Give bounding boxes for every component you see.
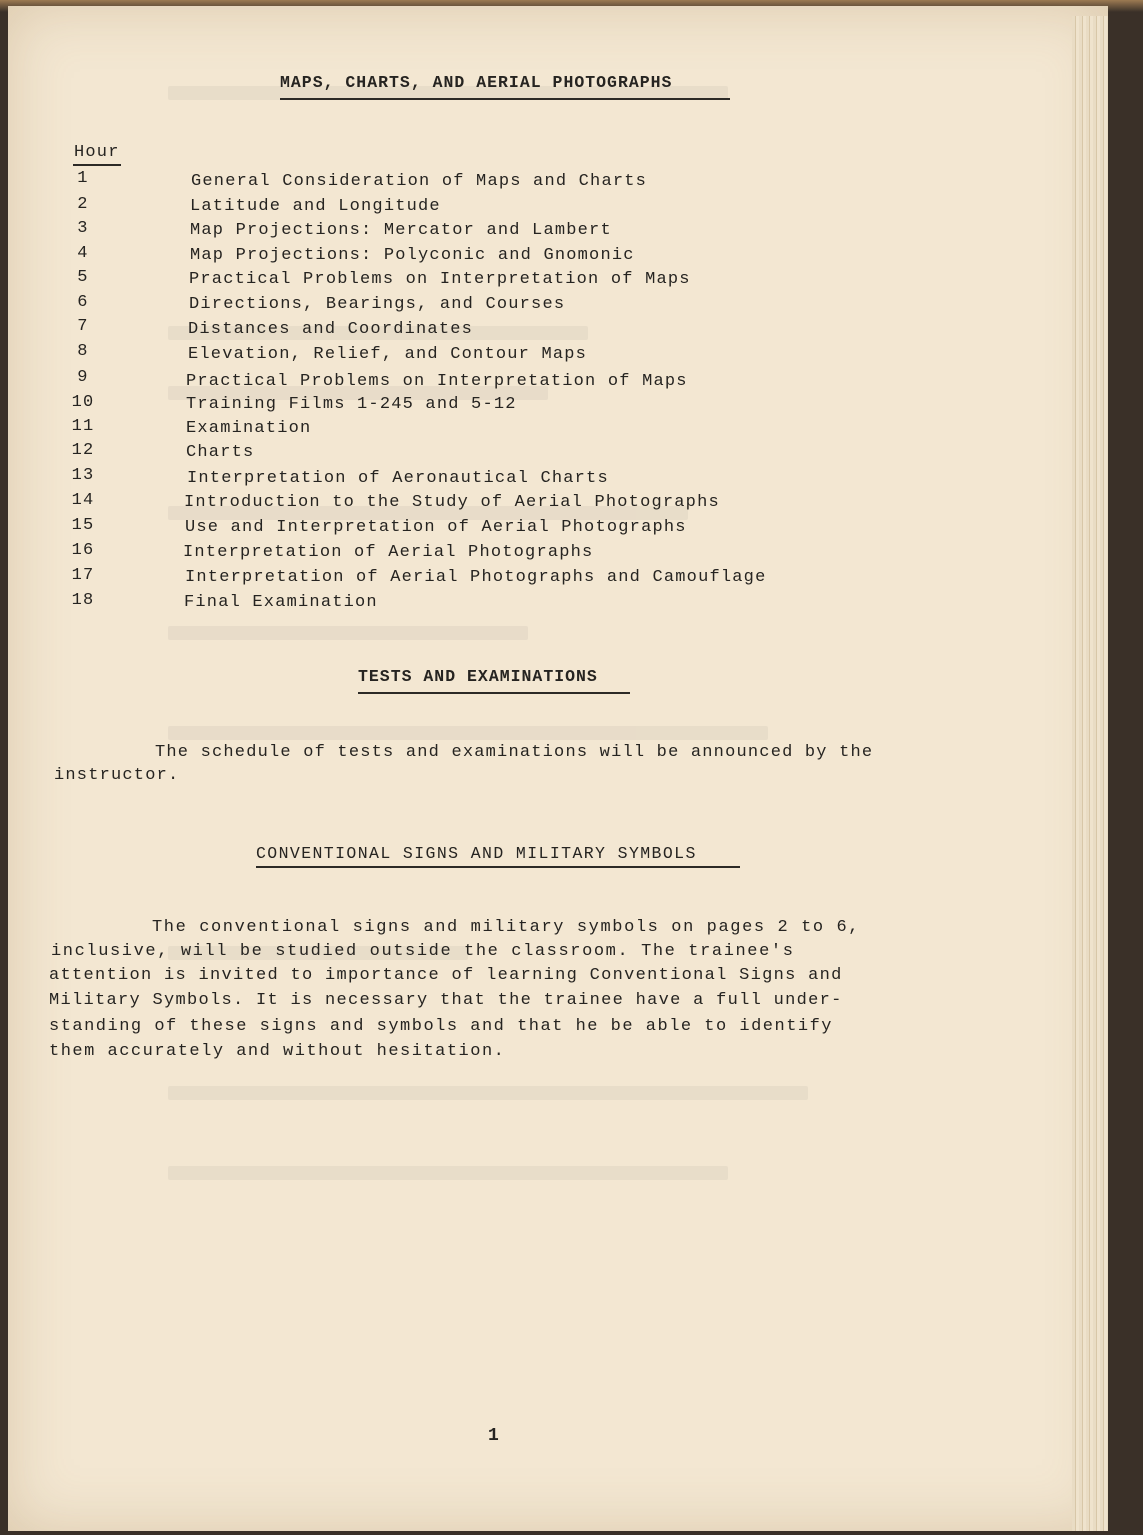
hour-number: 16 xyxy=(71,541,95,560)
tests-heading-underline xyxy=(358,692,630,694)
conventional-heading: CONVENTIONAL SIGNS AND MILITARY SYMBOLS xyxy=(256,844,697,863)
hour-number: 14 xyxy=(71,491,95,510)
hour-number: 7 xyxy=(77,317,89,336)
conventional-paragraph-line: them accurately and without hesitation. xyxy=(49,1042,506,1061)
hour-number: 1 xyxy=(77,169,89,188)
topic-title: Introduction to the Study of Aerial Photographs xyxy=(184,493,720,512)
topic-title: General Consideration of Maps and Charts xyxy=(191,172,648,191)
topic-title: Practical Problems on Interpretation of Maps xyxy=(186,372,688,391)
hour-number: 18 xyxy=(71,591,95,610)
topic-title: Practical Problems on Interpretation of Maps xyxy=(189,270,691,289)
topic-title: Final Examination xyxy=(184,593,378,612)
hour-column-header: Hour xyxy=(74,143,120,162)
hour-number: 12 xyxy=(71,441,95,460)
page-stack-edge xyxy=(1072,16,1108,1531)
conventional-paragraph-line: standing of these signs and symbols and that he be able to identify xyxy=(49,1017,834,1036)
hour-number: 15 xyxy=(71,516,95,535)
hour-header-underline xyxy=(73,164,121,166)
conventional-paragraph-line: inclusive, will be studied outside the classroom. The trainee's xyxy=(51,942,795,961)
hour-number: 9 xyxy=(77,368,89,387)
topic-title: Map Projections: Polyconic and Gnomonic xyxy=(190,246,635,265)
topic-title: Charts xyxy=(186,443,255,462)
hour-number: 2 xyxy=(77,195,89,214)
hour-number: 3 xyxy=(77,219,89,238)
hour-number: 6 xyxy=(77,293,89,312)
topic-title: Training Films 1-245 and 5-12 xyxy=(186,395,517,414)
tests-heading: TESTS AND EXAMINATIONS xyxy=(358,667,598,686)
document-page xyxy=(8,6,1108,1531)
hour-number: 17 xyxy=(71,566,95,585)
page-number: 1 xyxy=(488,1426,501,1446)
hour-number: 11 xyxy=(71,417,95,436)
topic-title: Interpretation of Aeronautical Charts xyxy=(187,469,609,488)
topic-title: Map Projections: Mercator and Lambert xyxy=(190,221,612,240)
conventional-heading-underline xyxy=(256,866,740,868)
topic-title: Elevation, Relief, and Contour Maps xyxy=(188,345,588,364)
conventional-paragraph-line: The conventional signs and military symbols on pages 2 to 6, xyxy=(152,918,861,937)
topic-title: Directions, Bearings, and Courses xyxy=(189,295,566,314)
page-title: MAPS, CHARTS, AND AERIAL PHOTOGRAPHS xyxy=(280,73,673,92)
page-title-underline xyxy=(280,98,730,100)
tests-paragraph-line: The schedule of tests and examinations will be announced by the xyxy=(155,743,874,762)
hour-number: 10 xyxy=(71,393,95,412)
hour-number: 13 xyxy=(71,466,95,485)
topic-title: Interpretation of Aerial Photographs and Camouflage xyxy=(185,568,767,587)
conventional-paragraph-line: Military Symbols. It is necessary that the trainee have a full under- xyxy=(49,991,843,1010)
topic-title: Distances and Coordinates xyxy=(188,320,474,339)
topic-title: Interpretation of Aerial Photographs xyxy=(183,543,594,562)
hour-number: 4 xyxy=(77,244,89,263)
topic-title: Latitude and Longitude xyxy=(190,197,441,216)
hour-number: 8 xyxy=(77,342,89,361)
hour-number: 5 xyxy=(77,268,89,287)
conventional-paragraph-line: attention is invited to importance of learning Conventional Signs and xyxy=(49,966,843,985)
topic-title: Examination xyxy=(186,419,312,438)
tests-paragraph-line: instructor. xyxy=(54,766,180,785)
topic-title: Use and Interpretation of Aerial Photographs xyxy=(185,518,687,537)
